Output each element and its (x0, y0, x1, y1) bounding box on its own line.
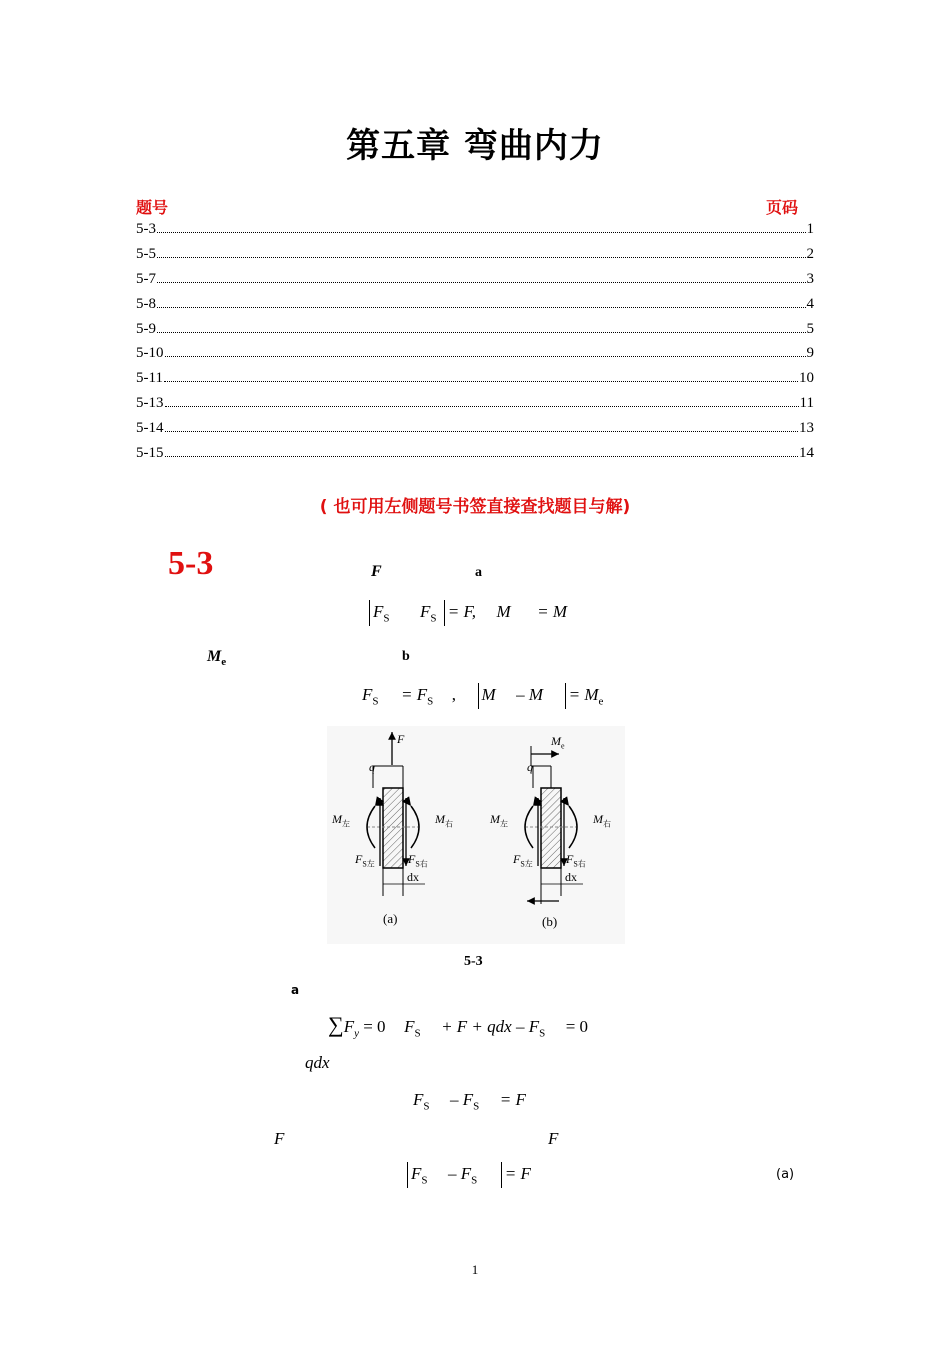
text-F-left: F (274, 1129, 285, 1148)
toc-entry[interactable] (136, 295, 814, 320)
equation-tag: (a) (776, 1167, 795, 1182)
equation-5: $F_S - F_S = F$ (404, 1162, 531, 1188)
toc-entry-number: 5-10 (136, 345, 164, 362)
toc-header-problem: 题号 (136, 198, 169, 217)
text-F: F (371, 563, 382, 580)
label-dx-a: dx (407, 870, 419, 884)
label-M-left-a: $M_左$ (332, 812, 350, 829)
toc-entry-page: 5 (806, 320, 814, 337)
label-M-right-a: $M_右$ (435, 812, 453, 829)
label-M-left-b: $M_左$ (490, 812, 508, 829)
toc-entry[interactable] (136, 245, 814, 270)
toc-entry-page: 1 (806, 221, 814, 237)
toc-entry-number: 5-15 (136, 445, 164, 462)
toc-entry-page: 3 (806, 270, 814, 287)
toc-entry-page: 10 (799, 370, 814, 387)
free-body-diagram (327, 726, 625, 944)
toc-entry-number: 5-14 (136, 420, 164, 437)
label-Fs-left-a: $F_{S左}$ (355, 852, 375, 869)
toc-header-page: 页码 (766, 198, 799, 217)
label-M-right-b: $M_右$ (593, 812, 611, 829)
label-Fs-left-b: $F_{S左}$ (513, 852, 533, 869)
equation-2: $F_S = F_S$ , $M - M = M_e$ (362, 684, 604, 708)
free-body-diagram-figure (327, 726, 625, 944)
solution-label-a: a (291, 983, 300, 997)
label-subfig-b: (b) (542, 914, 558, 929)
equation-1: $F_S$ $F_S = F$, M = M (366, 600, 567, 626)
equation-3: $\sum F_y = 0$ $F_S + F$ + qdx – $F_S = 0$ (328, 1012, 589, 1040)
toc-entry-number: 5-11 (136, 370, 163, 387)
toc-leader-dots (157, 281, 806, 283)
toc-entry-number: 5-7 (136, 270, 156, 287)
chapter-title: 第五章 弯曲内力 (346, 126, 604, 166)
toc-entry[interactable] (136, 344, 814, 369)
toc-entry[interactable] (136, 444, 814, 469)
table-of-contents (136, 220, 814, 469)
toc-entry[interactable] (136, 220, 814, 245)
text-Me: $M_e$ (207, 648, 227, 669)
bookmark-note: ( 也可用左侧题号书签直接查找题目与解) (319, 497, 631, 517)
label-q-b: q (527, 760, 533, 774)
toc-leader-dots (157, 331, 806, 333)
toc-leader-dots (157, 306, 806, 308)
toc-entry[interactable] (136, 419, 814, 444)
toc-leader-dots (165, 430, 799, 432)
toc-leader-dots (157, 256, 806, 258)
toc-entry-page: 9 (806, 345, 814, 362)
label-dx-b: dx (565, 870, 577, 884)
toc-leader-dots (157, 231, 806, 233)
toc-entry[interactable] (136, 369, 814, 394)
toc-entry[interactable] (136, 270, 814, 295)
toc-entry-number: 5-13 (136, 395, 164, 412)
toc-entry-page: 13 (799, 420, 814, 437)
label-Me: $M_e$ (551, 734, 565, 751)
toc-entry-number: 5-9 (136, 320, 156, 337)
equation-4: $F_S - F_S = F$ (413, 1090, 526, 1113)
toc-entry[interactable] (136, 320, 814, 345)
page-number: 1 (471, 1262, 479, 1277)
toc-leader-dots (165, 405, 799, 407)
problem-number: 5-3 (168, 545, 214, 582)
toc-leader-dots (165, 355, 806, 357)
label-subfig-a: (a) (383, 911, 398, 926)
toc-entry-page: 11 (799, 395, 814, 412)
label-Fs-right-a: $F_{S右}$ (408, 852, 428, 869)
label-q-a: q (369, 760, 375, 774)
text-a: a (475, 565, 482, 580)
text-qdx: qdx (305, 1053, 330, 1072)
toc-entry-number: 5-8 (136, 295, 156, 312)
toc-entry-page: 14 (799, 445, 814, 462)
toc-entry-number: 5-3 (136, 221, 156, 237)
toc-leader-dots (165, 455, 799, 457)
toc-entry-page: 2 (806, 245, 814, 262)
label-F: F (397, 732, 405, 746)
toc-entry[interactable] (136, 394, 814, 419)
label-Fs-right-b: $F_{S右}$ (566, 852, 586, 869)
figure-caption: 5-3 (464, 954, 483, 969)
toc-leader-dots (164, 380, 798, 382)
text-F-right: F (548, 1129, 559, 1148)
toc-entry-page: 4 (806, 295, 814, 312)
text-b: b (402, 649, 410, 664)
toc-entry-number: 5-5 (136, 245, 156, 262)
